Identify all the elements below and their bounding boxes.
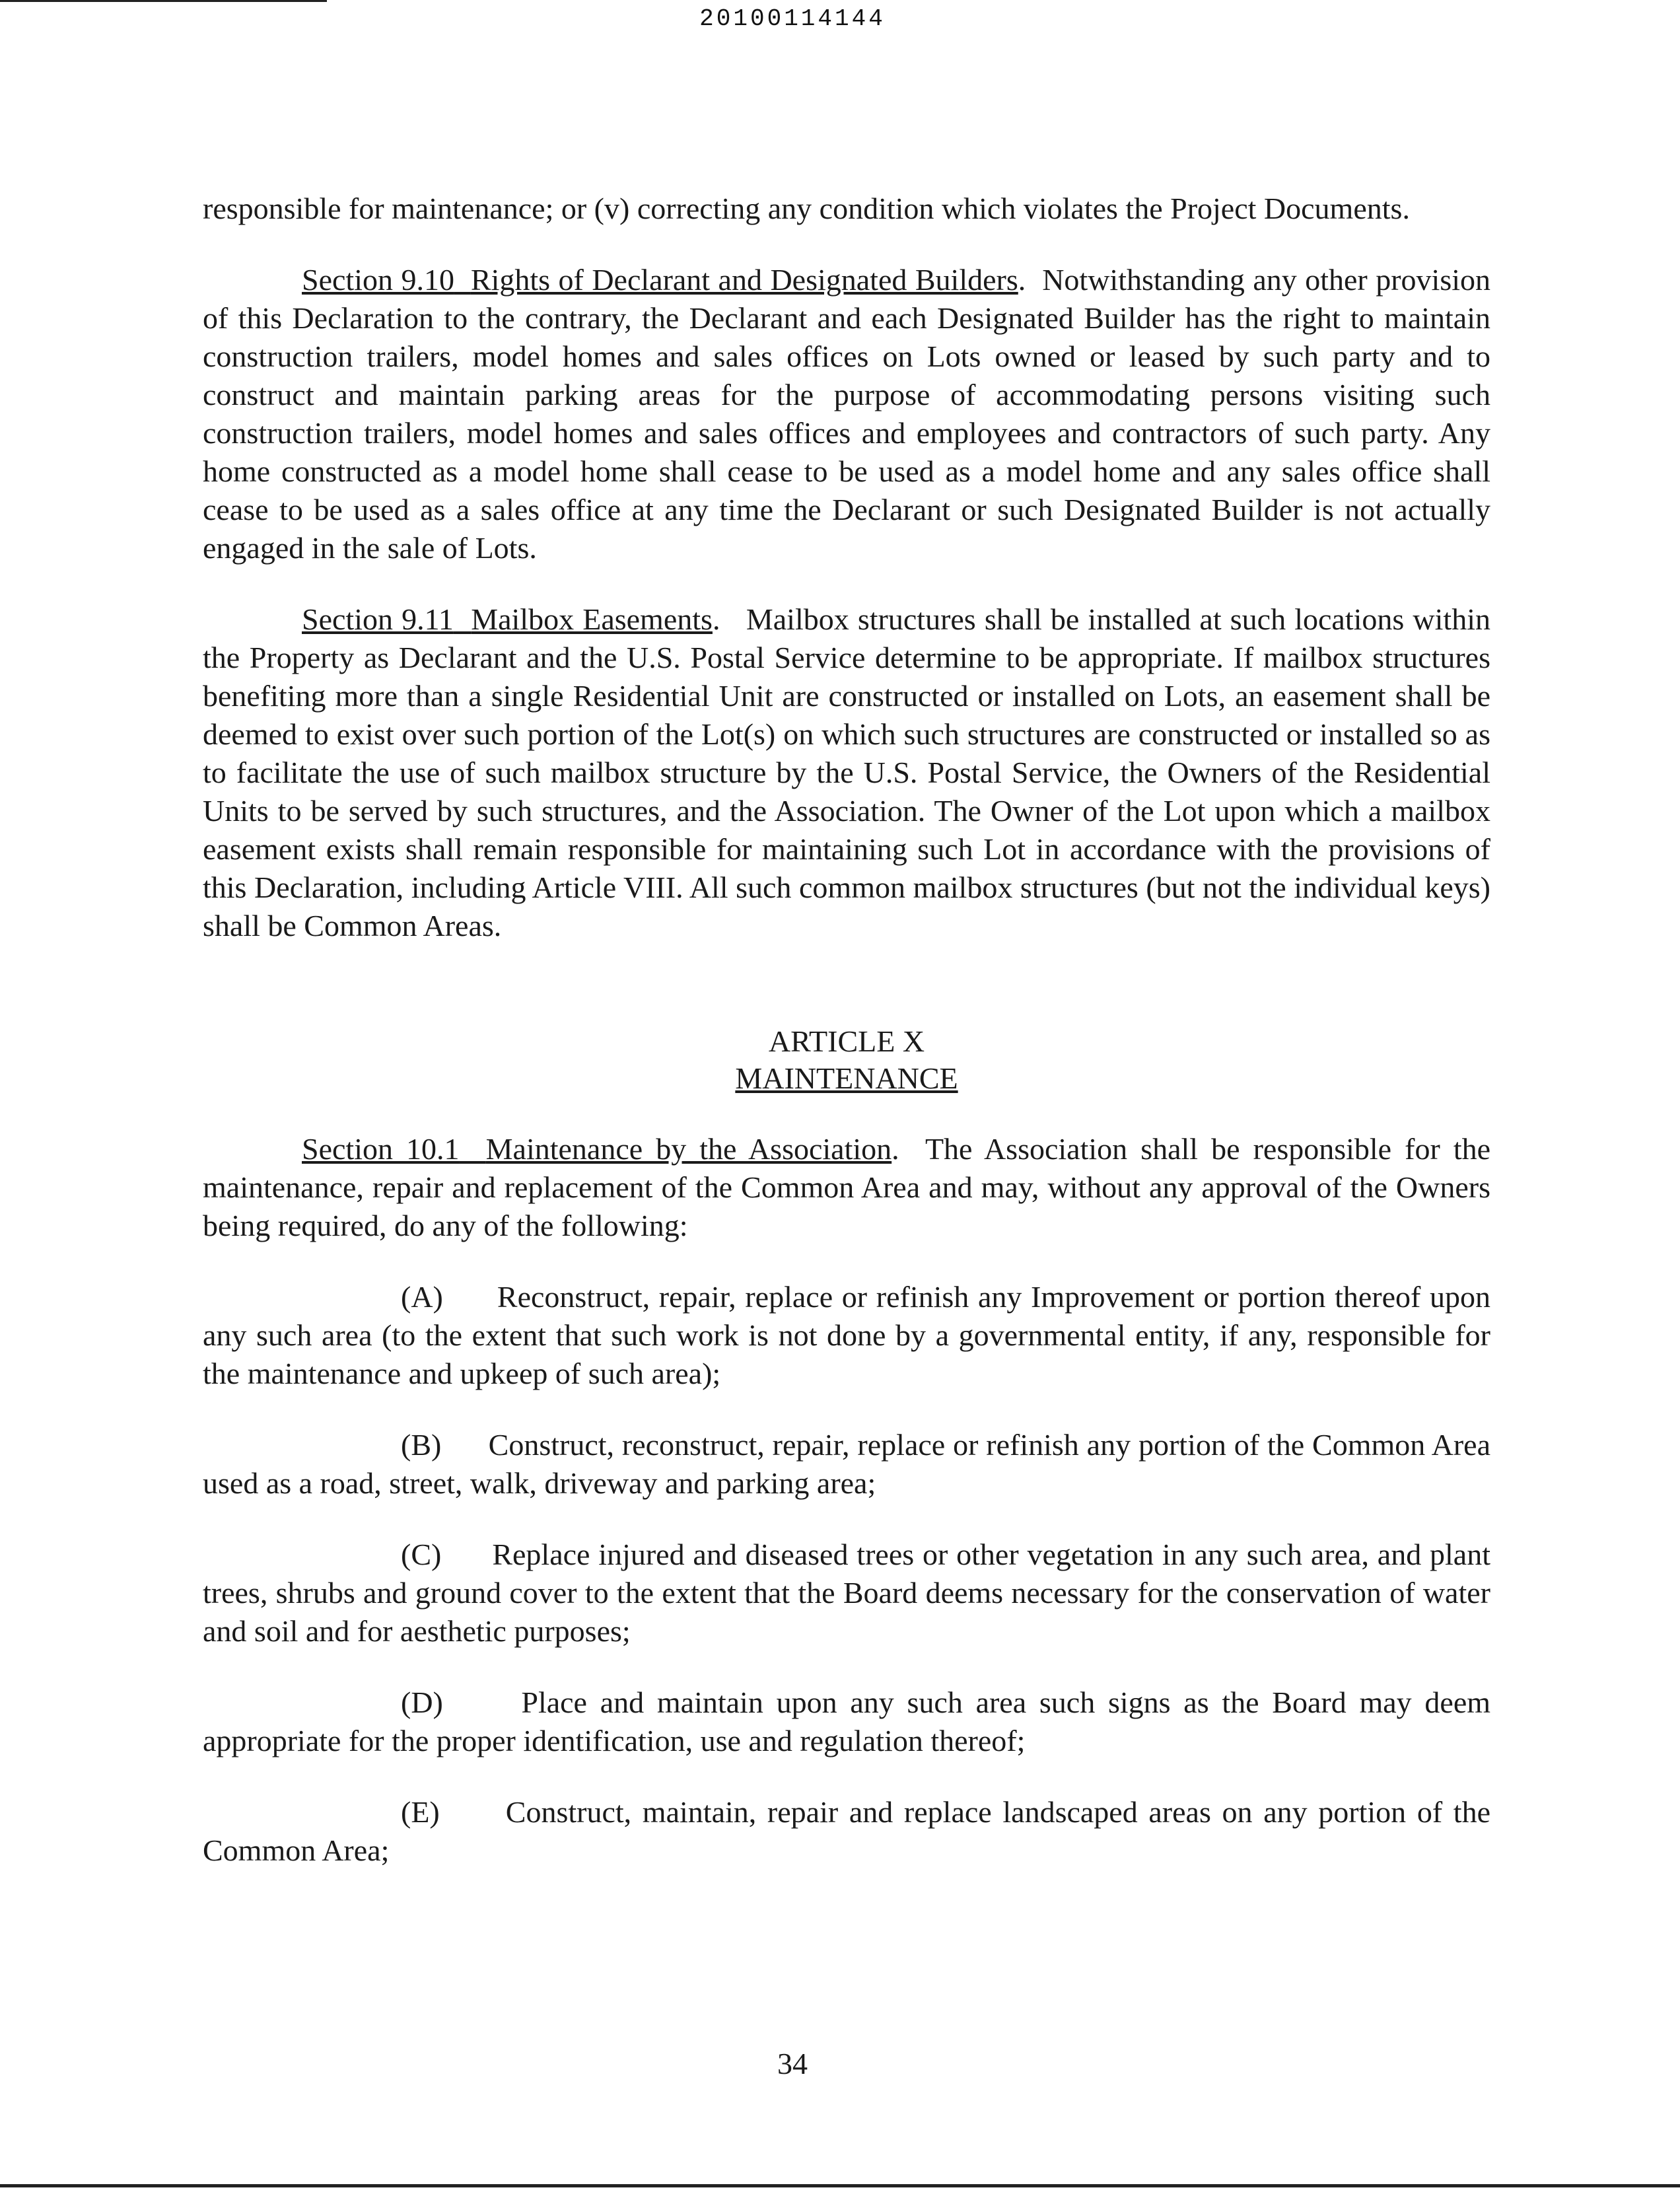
list-item-c — [203, 1536, 1490, 1650]
article-heading — [203, 1023, 1490, 1097]
list-item-b-text: Construct, reconstruct, repair, replace or refinish any portion of the Common Area used as a road, street, walk, driveway and parking area; — [203, 1428, 1490, 1500]
section-9-11-title: Mailbox Easements — [471, 602, 713, 636]
section-9-10-label: Section 9.10 — [302, 263, 454, 297]
section-9-10-text: Notwithstanding any other provision of this Declaration to the contrary, the Declarant and each Designated Builder has the right to maintain construction trailers, model homes and sales offices on Lots owned or leased by such party and to construct and maintain parking areas for the purpose of accommodating persons visiting such construction trailers, model homes and sales offices and employees and contractors of such party. Any home constructed as a model home shall cease to be used as a model home and any sales office shall cease to be used as a sales office at any time the Declarant or such Designated Builder is not actually engaged in the sale of Lots. — [203, 263, 1490, 565]
section-10-1: Section 10.1 Maintenance by the Association. The Association shall be responsible for the maintenance, repair and replacement of the Common Area and may, without any approval of the Owners being required, do any of the following: — [203, 1132, 1491, 1242]
article-number: ARTICLE X — [768, 1024, 925, 1058]
list-item-d-text: Place and maintain upon any such area such signs as the Board may deem appropriate for the proper identification, use and regulation thereof; — [203, 1685, 1491, 1757]
section-10-1-label: Section 10.1 — [302, 1132, 460, 1166]
list-item-e-text: Construct, maintain, repair and replace landscaped areas on any portion of the Common Area; — [203, 1795, 1491, 1867]
section-9-11-text: Mailbox structures shall be installed at such locations within the Property as Declarant and the U.S. Postal Service determine to be appropriate. If mailbox structures benefiting more than a single Residential Unit are constructed or installed on Lots, an easement shall be deemed to exist over such portion of the Lot(s) on which such structures are constructed or installed so as to facilitate the use of such mailbox structure by the U.S. Postal Service, the Owners of the Residential Units to be served by such structures, and the Association. The Owner of the Lot upon which a mailbox easement exists shall remain responsible for maintaining such Lot in accordance with the provisions of this Declaration, including Article VIII. All such common mailbox structures (but not the individual keys) shall be Common Areas. — [203, 602, 1490, 942]
page-body — [203, 190, 1490, 1870]
list-item-c-label: (C) — [401, 1538, 442, 1571]
list-item-a — [203, 1278, 1490, 1393]
section-10-1-heading — [302, 1132, 892, 1166]
list-item-d-label: (D) — [401, 1685, 443, 1719]
list-item-a-label: (A) — [401, 1280, 443, 1314]
section-10-1-text: The Association shall be responsible for the maintenance, repair and replacement of the Common Area and may, without any approval of the Owners being required, do any of the following: — [203, 1132, 1491, 1242]
section-9-11-heading — [302, 602, 713, 636]
document-number: 20100114144 — [699, 5, 886, 32]
continuation-paragraph: responsible for maintenance; or (v) correcting any condition which violates the Project Documents. — [203, 192, 1410, 225]
list-item-c-text: Replace injured and diseased trees or other vegetation in any such area, and plant trees, shrubs and ground cover to the extent that the Board deems necessary for the conservation of water and soil and for aesthetic purposes; — [203, 1538, 1491, 1648]
page-number: 34 — [777, 2047, 808, 2080]
bottom-rule — [0, 2184, 1680, 2187]
section-9-10-heading — [302, 263, 1018, 297]
list-item-e — [203, 1793, 1490, 1870]
list-item-d — [203, 1684, 1490, 1760]
article-title: MAINTENANCE — [735, 1061, 958, 1095]
list-item-b-label: (B) — [401, 1428, 442, 1462]
section-9-10-title: Rights of Declarant and Designated Builders — [470, 263, 1018, 297]
section-9-11-label: Section 9.11 — [302, 602, 454, 636]
list-item-b — [203, 1426, 1490, 1503]
section-10-1-title: Maintenance by the Association — [485, 1132, 892, 1166]
section-9-11: Section 9.11 Mailbox Easements. Mailbox structures shall be installed at such locations within the Property as Declarant and the U.S. Postal Service determine to be appropriate. If mailbox structures benefiting more than a single Residential Unit are constructed or installed on Lots, an easement shall be deemed to exist over such portion of the Lot(s) on which such structures are constructed or installed so as to facilitate the use of such mailbox structure by the U.S. Postal Service, the Owners of the Residential Units to be served by such structures, and the Association. The Owner of the Lot upon which a mailbox easement exists shall remain responsible for maintaining such Lot in accordance with the provisions of this Declaration, including Article VIII. All such common mailbox structures (but not the individual keys) shall be Common Areas. — [203, 602, 1490, 942]
section-9-10: Section 9.10 Rights of Declarant and Designated Builders. Notwithstanding any other provision of this Declaration to the contrary, the Declarant and each Designated Builder has the right to maintain construction trailers, model homes and sales offices on Lots owned or leased by such party and to construct and maintain parking areas for the purpose of accommodating persons visiting such construction trailers, model homes and sales offices and employees and contractors of such party. Any home constructed as a model home shall cease to be used as a model home and any sales office shall cease to be used as a sales office at any time the Declarant or such Designated Builder is not actually engaged in the sale of Lots. — [203, 263, 1490, 565]
list-item-e-label: (E) — [401, 1795, 440, 1829]
top-rule — [0, 0, 327, 2]
list-item-a-text: Reconstruct, repair, replace or refinish any Improvement or portion thereof upon any such area (to the extent that such work is not done by a governmental entity, if any, responsible for the maintenance and upkeep of such area); — [203, 1280, 1490, 1390]
